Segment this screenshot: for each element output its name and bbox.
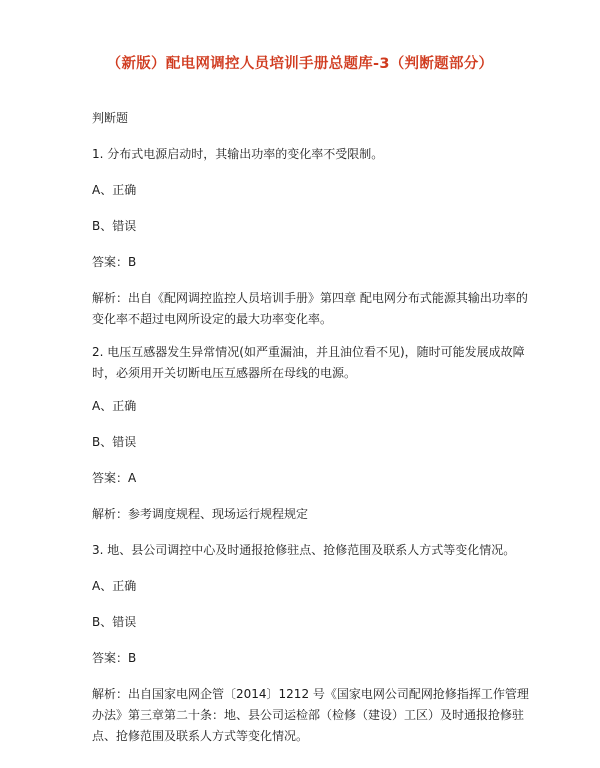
document-body [92, 108, 532, 751]
section-heading: 判断题 [92, 111, 129, 125]
question-1-option-a: A、正确 [92, 183, 137, 197]
question-2-answer: 答案：A [92, 471, 137, 485]
question-3-answer: 答案：B [92, 651, 137, 665]
question-1-option-b: B、错误 [92, 219, 137, 233]
question-3-analysis: 解析：出自国家电网企管〔2014〕1212 号《国家电网公司配网抢修指挥工作管理办法》第三章第二十条：地、县公司运检部（检修（建设）工区）及时通报抢修驻点、抢修范围及联系人方式等变化情况。 [92, 687, 529, 743]
question-3-option-a: A、正确 [92, 579, 137, 593]
document-title: （新版）配电网调控人员培训手册总题库-3（判断题部分） [106, 56, 494, 72]
question-1-analysis: 解析：出自《配网调控监控人员培训手册》第四章 配电网分布式能源其输出功率的变化率不超过电网所设定的最大功率变化率。 [92, 291, 528, 326]
question-2-stem: 2. 电压互感器发生异常情况(如严重漏油，并且油位看不见)，随时可能发展成故障时，必须用开关切断电压互感器所在母线的电源。 [92, 345, 525, 380]
question-2-analysis: 解析：参考调度规程、现场运行规程规定 [92, 507, 309, 521]
question-3-option-b: B、错误 [92, 615, 137, 629]
question-2-option-a: A、正确 [92, 399, 137, 413]
question-1-stem: 1. 分布式电源启动时，其输出功率的变化率不受限制。 [92, 147, 384, 161]
question-1-answer: 答案：B [92, 255, 137, 269]
question-2-option-b: B、错误 [92, 435, 137, 449]
question-3-stem: 3. 地、县公司调控中心及时通报抢修驻点、抢修范围及联系人方式等变化情况。 [92, 543, 516, 557]
